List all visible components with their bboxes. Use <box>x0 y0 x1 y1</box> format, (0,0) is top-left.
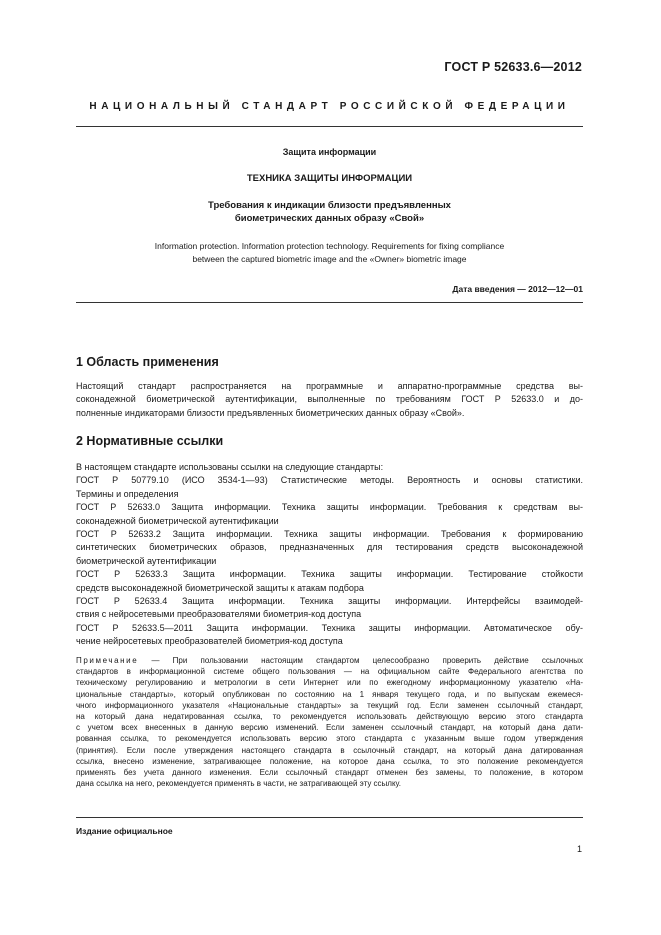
note-line: дана ссылка на него, рекомендуется применять в части, не затрагивающей эту ссылку. <box>76 779 401 789</box>
body-line: ГОСТ Р 52633.0 Защита информации. Техника защиты информации. Требования к средствам вы- <box>76 502 583 513</box>
note-line: рованная ссылка, то рекомендуется использовать версию этого стандарта с указанным выше годом утверждения <box>76 734 583 744</box>
body-line: Настоящий стандарт распространяется на программные и аппаратно-программные средства вы- <box>76 381 583 391</box>
english-title-line: between the captured biometric image and the «Owner» biometric image <box>192 254 467 264</box>
date-divider <box>76 302 583 303</box>
footer-divider <box>76 817 583 818</box>
note-line: циональные стандарты», который опубликован по состоянию на 1 января текущего года, и по выпускам ежемеся- <box>76 689 583 699</box>
note-line: ссылка, внесено изменение, затрагивающее положение, на которое дана ссылка, то это положение рекомендуется <box>76 756 583 766</box>
note-line: (принятия). Если после утверждения настоящего стандарта в ссылочный стандарт, на который дана датированная <box>76 745 583 755</box>
page-number: 1 <box>576 844 582 854</box>
note-line: на который дана недатированная ссылка, то рекомендуется использовать действующую версию этого стандарта <box>76 712 583 722</box>
english-title <box>76 240 583 266</box>
section-2-body <box>76 461 583 649</box>
note-line: чного информационного указателя «Национальные стандарты» за текущий год. Если заменен ссылочный стандарт, <box>76 700 583 710</box>
note-line: применять без учета данного изменения. Если ссылочный стандарт отменен без замены, то положение, в котором <box>76 768 583 778</box>
body-line: ствия с нейросетевыми преобразователями биометрия-код доступа <box>76 609 362 620</box>
note-line <box>76 655 583 666</box>
body-line: ГОСТ Р 52633.5—2011 Защита информации. Техника защиты информации. Автоматическое обу- <box>76 622 583 633</box>
body-line: Термины и определения <box>76 488 179 499</box>
section-1-body <box>76 380 583 420</box>
main-title: ТЕХНИКА ЗАЩИТЫ ИНФОРМАЦИИ <box>246 173 413 184</box>
sub-title-line: биометрических данных образу «Свой» <box>234 213 425 224</box>
sub-title-line: Требования к индикации близости предъявленных <box>208 200 451 211</box>
note-line-text: — При пользовании настоящим стандартом целесообразно проверить действие ссылочных <box>151 656 583 665</box>
note-line: с учетом всех внесенных в данную версию изменений. Если заменен ссылочный стандарт, на который дана дати- <box>76 723 583 733</box>
body-line: ГОСТ Р 52633.2 Защита информации. Техника защиты информации. Требования к формированию <box>76 529 583 540</box>
note-label: Примечание <box>76 656 139 665</box>
introduction-date: Дата введения — 2012—12—01 <box>452 284 583 294</box>
body-line: В настоящем стандарте использованы ссылки на следующие стандарты: <box>76 462 384 472</box>
body-line: полненные индикаторами близости предъявленных биометрических данных образу «Свой». <box>76 407 465 418</box>
body-line: чение нейросетевых преобразователей биометрия-код доступа <box>76 636 343 647</box>
english-title-line: Information protection. Information protection technology. Requirements for fixing compliance <box>154 241 505 251</box>
official-edition-label: Издание официальное <box>76 826 173 836</box>
body-line: ГОСТ Р 52633.3 Защита информации. Техника защиты информации. Тестирование стойкости <box>76 569 583 580</box>
body-line: соконадежной биометрической аутентификации <box>76 515 279 526</box>
note-line: стандартов в информационной системе общего пользования — на официальном сайте Федерального агентства по <box>76 667 583 677</box>
sub-title <box>76 199 583 225</box>
section-1-heading: 1 Область применения <box>76 355 219 369</box>
body-line: соконадежной биометрической аутентификации, выполненные по требованиям ГОСТ Р 52633.0 и до- <box>76 394 583 405</box>
section-2-heading: 2 Нормативные ссылки <box>76 434 224 448</box>
gost-identifier: ГОСТ Р 52633.6—2012 <box>444 60 582 74</box>
body-line: синтетических биометрических образов, предназначенных для тестирования средств высоконадежной <box>76 542 583 553</box>
body-line: ГОСТ Р 52633.4 Защита информации. Техника защиты информации. Интерфейсы взаимодей- <box>76 596 583 607</box>
body-line: ГОСТ Р 50779.10 (ИСО 3534-1—93) Статистические методы. Вероятность и основы статистики. <box>76 475 583 486</box>
body-line: биометрической аутентификации <box>76 555 217 566</box>
top-divider <box>76 126 583 127</box>
subject-title: Защита информации <box>282 147 377 157</box>
note-line: техническому регулированию и метрологии в сети Интернет или по ежегодному информационному указателю «На- <box>76 678 583 688</box>
body-line: средств высоконадежной биометрической защиты к атакам подбора <box>76 582 364 593</box>
note-block <box>76 655 583 789</box>
standard-title: НАЦИОНАЛЬНЫЙ СТАНДАРТ РОССИЙСКОЙ ФЕДЕРАЦИИ <box>89 101 570 112</box>
